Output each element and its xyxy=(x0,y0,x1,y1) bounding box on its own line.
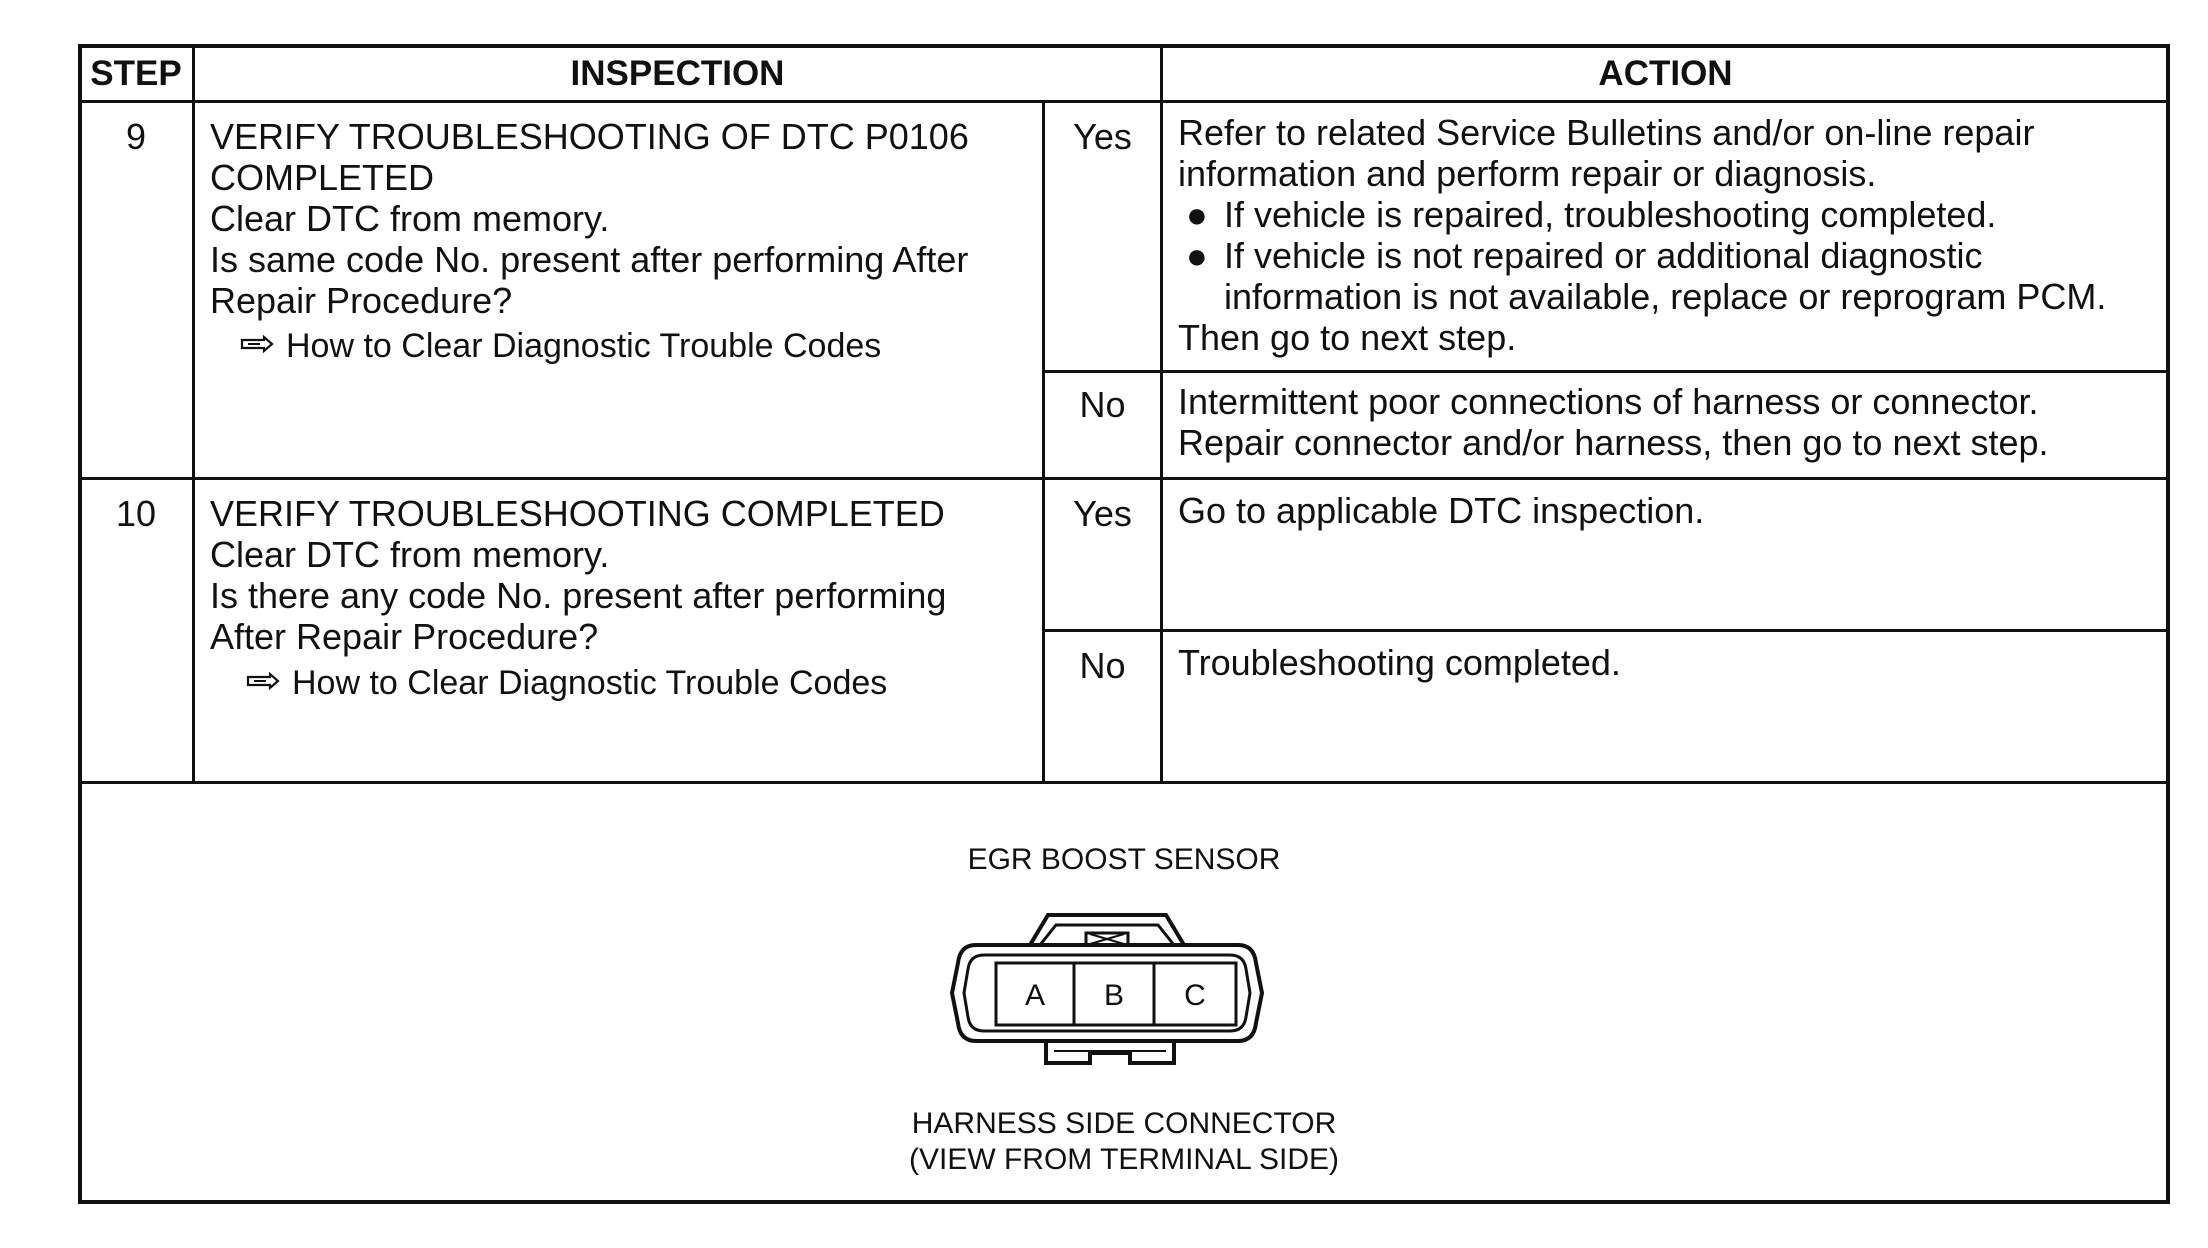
inspection-text xyxy=(210,493,946,657)
caption-line-2: (VIEW FROM TERMINAL SIDE) xyxy=(908,1143,1340,1176)
bullet-continuation-text: information is not available, replace or reprogram PCM. xyxy=(1224,276,2107,317)
step10-yes-no-divider xyxy=(1044,629,2168,632)
bullet-text: If vehicle is repaired, troubleshooting completed. xyxy=(1224,194,1997,235)
inspection-action-divider xyxy=(1160,46,1163,783)
pointing-hand-icon xyxy=(240,334,274,354)
bullet-text: If vehicle is not repaired or additional diagnostic xyxy=(1224,235,1983,276)
step9-yes-no-divider xyxy=(1044,370,2168,373)
inspection-line: VERIFY TROUBLESHOOTING OF DTC P0106 xyxy=(210,116,969,157)
inspection-line: COMPLETED xyxy=(210,157,435,198)
inspection-line: Repair Procedure? xyxy=(210,280,513,321)
yes-action xyxy=(1178,112,2106,358)
header-action: ACTION xyxy=(1598,54,1733,93)
step-number: 9 xyxy=(125,116,147,157)
row-divider xyxy=(80,477,2168,480)
step-col-divider xyxy=(192,46,195,783)
diagram-title: EGR BOOST SENSOR xyxy=(967,843,1281,876)
bullet-continuation xyxy=(1178,276,2106,317)
yes-action: Go to applicable DTC inspection. xyxy=(1178,490,1705,531)
terminal-b-label: B xyxy=(1103,979,1125,1012)
no-label: No xyxy=(1079,645,1126,686)
action-line: Intermittent poor connections of harness or connector. xyxy=(1178,381,2039,422)
action-line: information and perform repair or diagnosis. xyxy=(1178,153,1877,194)
step-number: 10 xyxy=(115,493,157,534)
reference-link[interactable] xyxy=(240,326,881,367)
header-step: STEP xyxy=(90,54,182,93)
inspection-line: Clear DTC from memory. xyxy=(210,534,610,575)
no-label: No xyxy=(1079,384,1126,425)
action-line: Refer to related Service Bulletins and/or on-line repair xyxy=(1178,112,2035,153)
terminal-c-label: C xyxy=(1184,979,1206,1012)
inspection-line: Is same code No. present after performing After xyxy=(210,239,969,280)
reference-label: How to Clear Diagnostic Trouble Codes xyxy=(286,327,882,365)
no-action xyxy=(1178,381,2049,463)
action-bullet: ● If vehicle is repaired, troubleshooting completed. xyxy=(1186,194,1997,235)
action-bullet: ● If vehicle is not repaired or additional diagnostic xyxy=(1186,235,1983,276)
connector-diagram xyxy=(940,905,1290,1085)
inspection-line: Is there any code No. present after performing xyxy=(210,575,947,616)
reference-label: How to Clear Diagnostic Trouble Codes xyxy=(292,664,888,702)
action-line: Then go to next step. xyxy=(1178,317,1517,358)
inspection-line: After Repair Procedure? xyxy=(210,616,599,657)
table-bottom xyxy=(80,781,2168,784)
yes-label: Yes xyxy=(1073,493,1132,534)
yes-label: Yes xyxy=(1073,116,1132,157)
header-inspection: INSPECTION xyxy=(570,54,785,93)
inspection-line: VERIFY TROUBLESHOOTING COMPLETED xyxy=(210,493,945,534)
action-line: Repair connector and/or harness, then go to next step. xyxy=(1178,422,2049,463)
no-action: Troubleshooting completed. xyxy=(1178,642,1621,683)
pointing-hand-icon xyxy=(246,671,280,691)
reference-link[interactable] xyxy=(246,663,887,704)
inspection-line: Clear DTC from memory. xyxy=(210,198,610,239)
inspection-text xyxy=(210,116,969,321)
terminal-a-label: A xyxy=(1024,979,1046,1012)
caption-line-1: HARNESS SIDE CONNECTOR xyxy=(911,1107,1337,1140)
